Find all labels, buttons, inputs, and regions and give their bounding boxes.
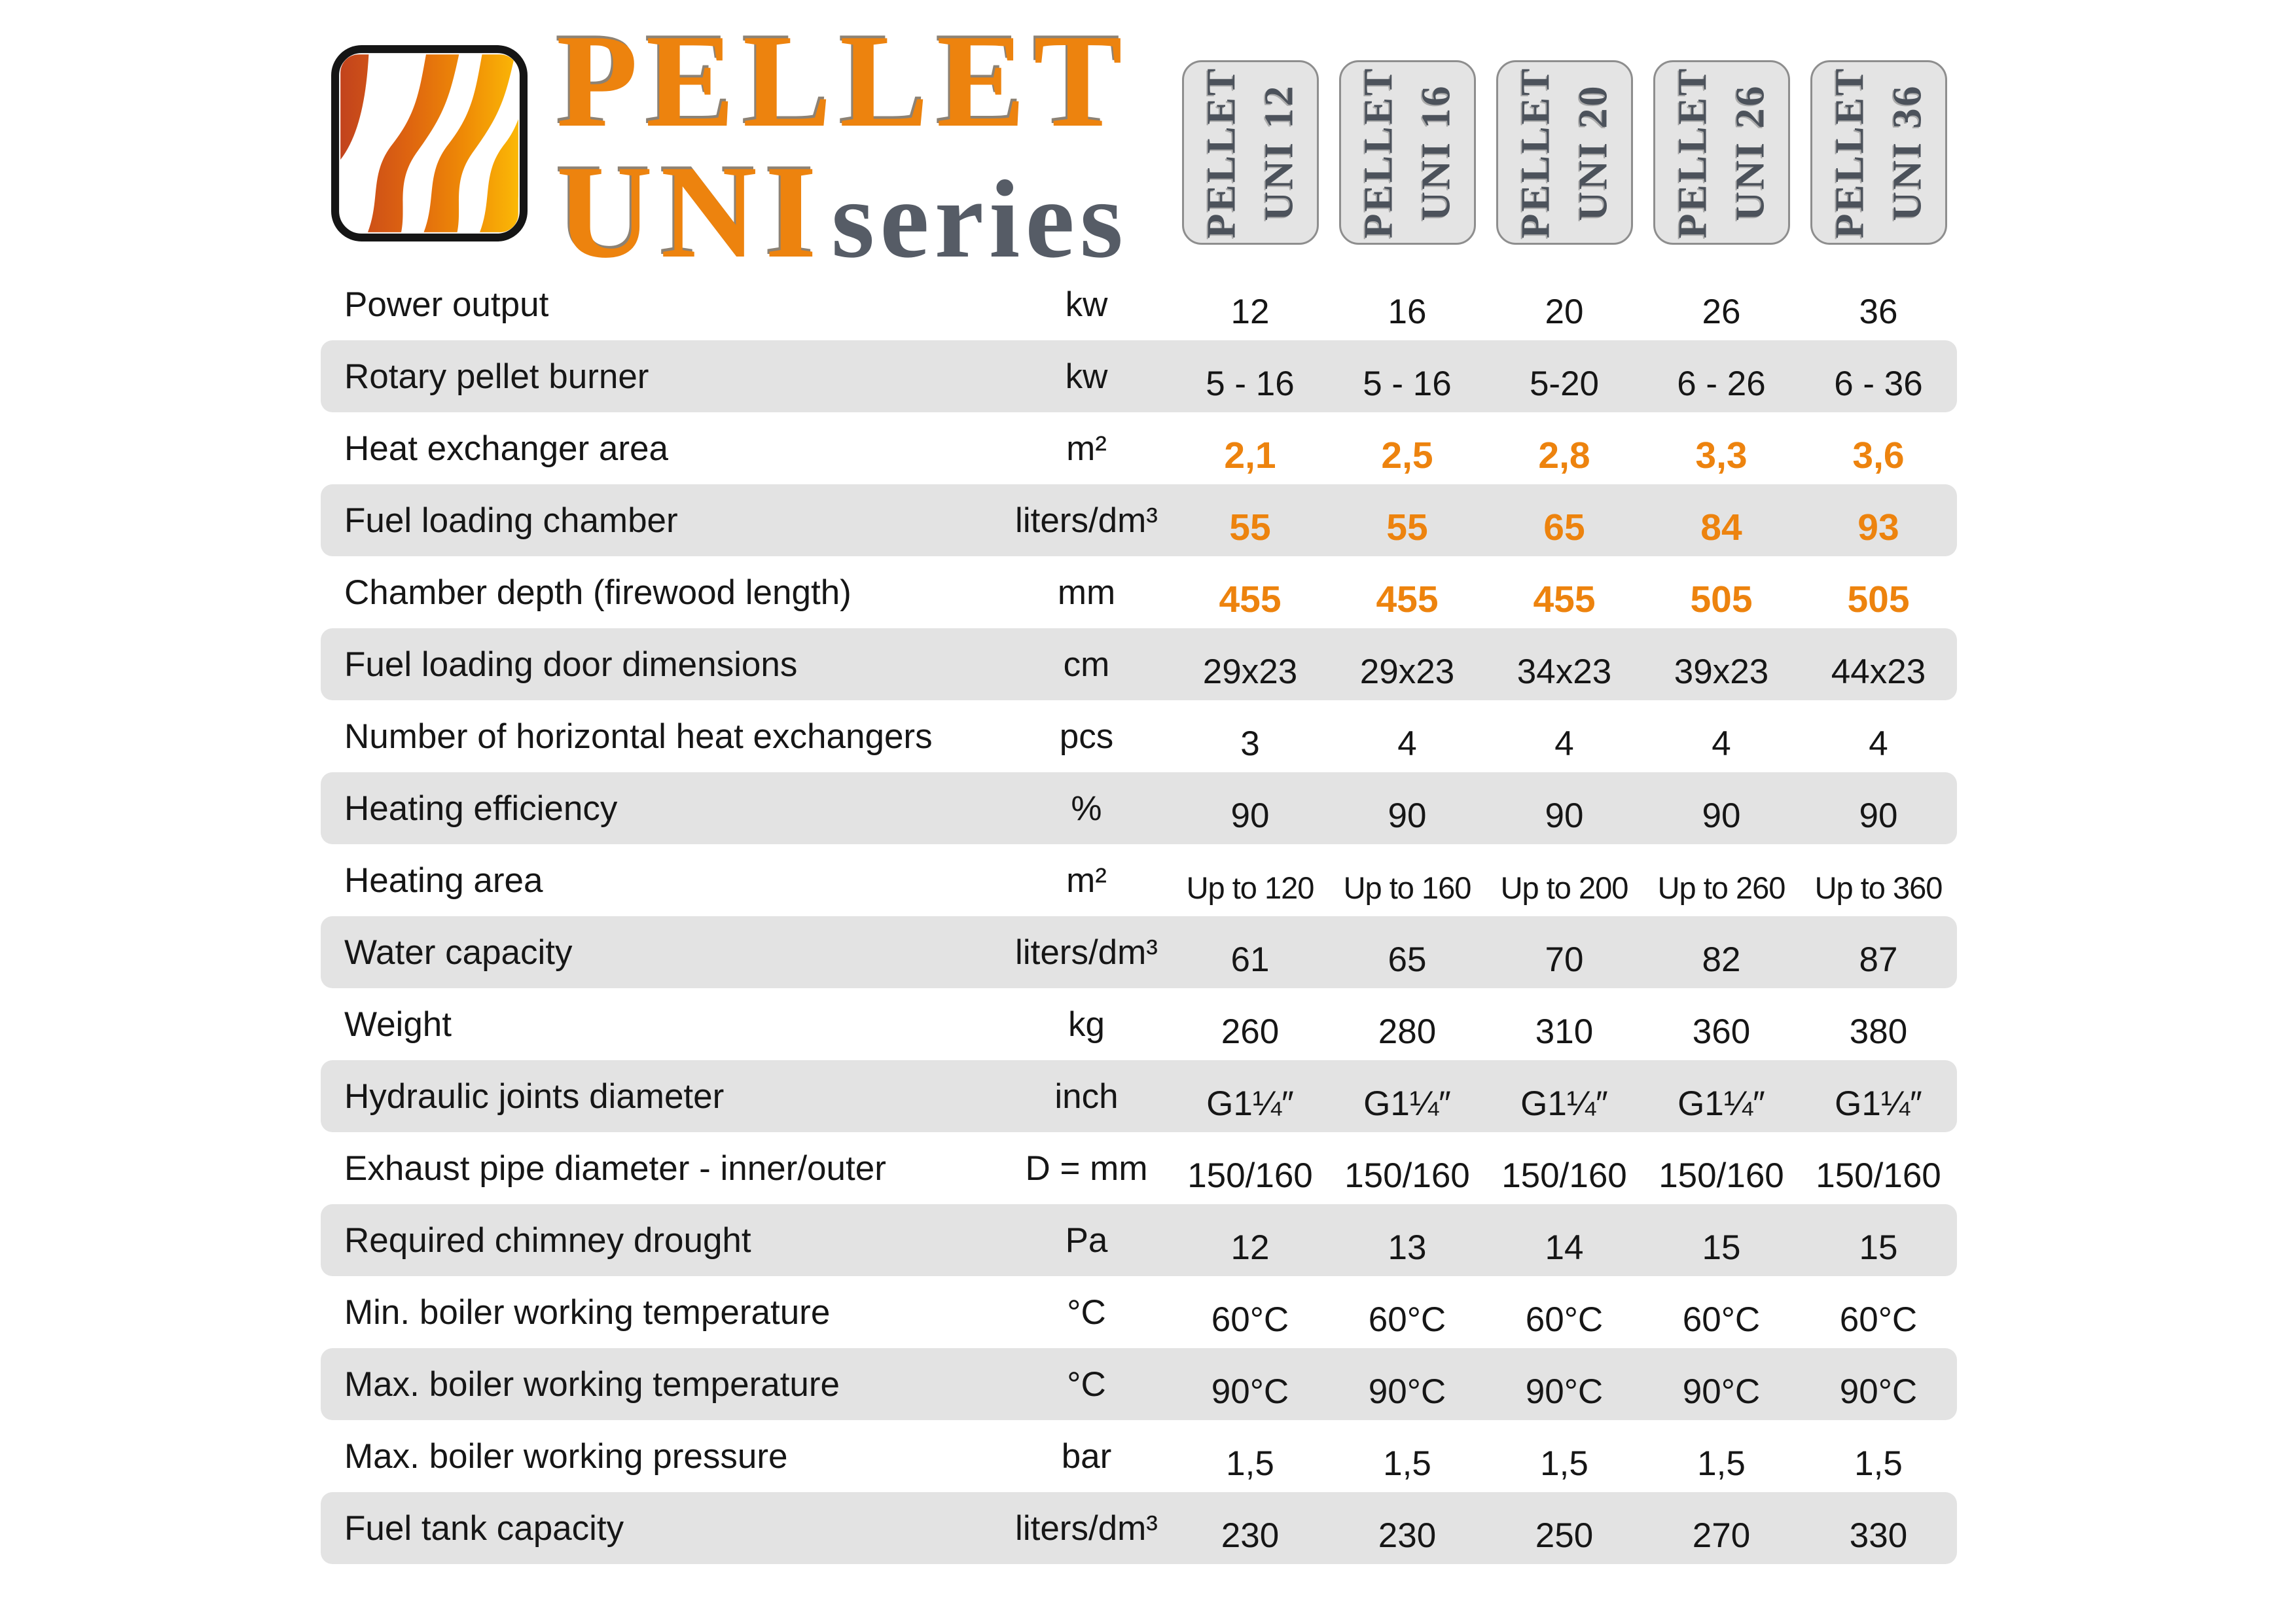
row-value: 5 - 16 [1363,364,1452,403]
row-label: Rotary pellet burner [344,357,649,396]
row-value: 70 [1545,940,1584,979]
row-value: 29x23 [1359,652,1455,691]
row-unit: liters/dm³ [1015,1508,1158,1548]
row-value: 14 [1545,1228,1584,1267]
row-value: G1¼″ [1835,1084,1922,1123]
row-label: Number of horizontal heat exchangers [344,717,933,756]
brand-word-uni: UNI [556,138,825,286]
row-value: 380 [1849,1012,1908,1051]
row-value: 55 [1386,507,1428,548]
flame-stripes-logo-icon [331,42,528,245]
row-value: 60°C [1368,1300,1446,1339]
row-unit: m² [1066,861,1107,900]
row-value: 93 [1857,507,1899,548]
row-label: Max. boiler working temperature [344,1364,840,1404]
row-unit: D = mm [1025,1149,1148,1188]
row-label: Hydraulic joints diameter [344,1077,725,1116]
spec-table [321,268,1957,1564]
row-value: 250 [1535,1516,1594,1555]
column-header-line1: PELLET [1199,66,1244,239]
row-value: 150/160 [1344,1156,1470,1195]
row-value: 87 [1859,940,1898,979]
column-header-line2: UNI 36 [1885,84,1930,221]
column-header-text [1821,67,1936,239]
row-value: 90 [1388,796,1427,835]
column-header-line1: PELLET [1513,66,1558,239]
row-unit: kw [1065,285,1108,324]
row-unit: °C [1067,1293,1106,1332]
row-value: 39x23 [1674,652,1769,691]
row-label: Fuel tank capacity [344,1508,624,1548]
row-value: 3,6 [1852,435,1905,476]
row-value: 455 [1219,579,1282,620]
row-value: 2,8 [1538,435,1590,476]
row-value: 34x23 [1516,652,1612,691]
row-value: 260 [1221,1012,1280,1051]
row-value: G1¼″ [1206,1084,1294,1123]
row-value: 1,5 [1540,1444,1588,1483]
row-value: 230 [1221,1516,1280,1555]
table-row [321,844,1957,916]
column-header-pellet-uni-12 [1182,60,1319,245]
row-unit: pcs [1059,717,1114,756]
row-unit: cm [1063,645,1110,684]
row-value: 90 [1702,796,1741,835]
row-label: Water capacity [344,933,573,972]
row-value: Up to 120 [1186,870,1314,905]
row-value: Up to 200 [1500,870,1628,905]
row-value: 90°C [1682,1372,1761,1411]
row-value: 13 [1388,1228,1427,1267]
brand-word-pellet: PELLET [556,7,1130,155]
row-value: 360 [1692,1012,1751,1051]
row-unit: °C [1067,1364,1106,1404]
row-value: 90°C [1839,1372,1918,1411]
row-value: 82 [1702,940,1741,979]
column-header-line2: UNI 12 [1257,84,1302,221]
table-row [321,700,1957,772]
row-value: 12 [1230,1228,1270,1267]
row-value: 455 [1533,579,1596,620]
row-value: 150/160 [1659,1156,1784,1195]
row-value: 65 [1543,507,1585,548]
row-value: 6 - 26 [1677,364,1766,403]
row-value: 90°C [1525,1372,1604,1411]
row-value: Up to 360 [1814,870,1943,905]
row-value: 5 - 16 [1206,364,1295,403]
row-value: 2,1 [1224,435,1276,476]
row-label: Fuel loading door dimensions [344,645,798,684]
row-value: 84 [1700,507,1742,548]
column-header-line1: PELLET [1670,66,1715,239]
row-value: Up to 260 [1657,870,1785,905]
column-header-pellet-uni-36 [1810,60,1947,245]
row-value: 4 [1712,724,1731,763]
row-value: 150/160 [1816,1156,1941,1195]
row-label: Weight [344,1005,452,1044]
column-header-pellet-uni-16 [1339,60,1476,245]
row-value: 90 [1545,796,1584,835]
row-value: 280 [1378,1012,1437,1051]
row-value: 4 [1554,724,1574,763]
row-unit: kg [1068,1005,1105,1044]
row-value: 26 [1702,292,1741,331]
row-value: 60°C [1211,1300,1289,1339]
row-value: 150/160 [1501,1156,1627,1195]
row-label: Power output [344,285,549,324]
row-value: 330 [1849,1516,1908,1555]
row-label: Chamber depth (firewood length) [344,573,852,612]
row-value: G1¼″ [1363,1084,1451,1123]
table-row [321,556,1957,628]
row-value: 44x23 [1831,652,1926,691]
row-unit: m² [1066,429,1107,468]
row-label: Heating efficiency [344,789,618,828]
row-value: 12 [1230,292,1270,331]
table-row [321,340,1957,412]
row-value: 16 [1388,292,1427,331]
column-header-line1: PELLET [1356,66,1401,239]
row-unit: liters/dm³ [1015,501,1158,540]
table-row [321,1204,1957,1276]
brand-title [556,7,1130,286]
table-row [321,916,1957,988]
row-value: 150/160 [1187,1156,1313,1195]
column-header-text [1350,67,1465,239]
row-value: 4 [1869,724,1888,763]
brand-word-series: series [831,158,1128,281]
table-row [321,988,1957,1060]
table-row [321,1348,1957,1420]
row-value: 60°C [1682,1300,1761,1339]
row-label: Heating area [344,861,543,900]
row-label: Fuel loading chamber [344,501,678,540]
table-row [321,1420,1957,1492]
row-value: 90°C [1211,1372,1289,1411]
row-value: 3 [1240,724,1260,763]
row-value: 505 [1690,579,1753,620]
row-value: 1,5 [1854,1444,1903,1483]
table-row [321,1132,1957,1204]
table-row [321,1276,1957,1348]
row-value: 5-20 [1529,364,1600,403]
column-header-pellet-uni-20 [1496,60,1633,245]
column-header-text [1507,67,1622,239]
row-label: Heat exchanger area [344,429,668,468]
column-header-text [1193,67,1308,239]
row-value: 230 [1378,1516,1437,1555]
row-value: 29x23 [1202,652,1298,691]
row-value: 455 [1376,579,1439,620]
row-value: G1¼″ [1520,1084,1608,1123]
row-value: 15 [1859,1228,1898,1267]
brand-logo [331,42,528,245]
row-unit: Pa [1065,1221,1108,1260]
column-header-line2: UNI 26 [1728,84,1773,221]
row-unit: % [1071,789,1102,828]
column-header-line2: UNI 20 [1571,84,1616,221]
row-value: 2,5 [1381,435,1433,476]
row-unit: inch [1054,1077,1119,1116]
row-value: 55 [1229,507,1271,548]
table-row [321,484,1957,556]
table-row [321,1060,1957,1132]
column-header-text [1664,67,1779,239]
column-header-pellet-uni-26 [1653,60,1790,245]
row-value: 65 [1388,940,1427,979]
row-value: 4 [1397,724,1417,763]
row-unit: kw [1065,357,1108,396]
table-row [321,628,1957,700]
column-header-line2: UNI 16 [1414,84,1459,221]
row-label: Required chimney drought [344,1221,751,1260]
row-value: 505 [1847,579,1910,620]
row-label: Exhaust pipe diameter - inner/outer [344,1149,886,1188]
row-label: Min. boiler working temperature [344,1293,831,1332]
row-value: 270 [1692,1516,1751,1555]
row-value: Up to 160 [1343,870,1471,905]
table-row [321,772,1957,844]
row-unit: bar [1061,1436,1112,1476]
row-value: 90 [1859,796,1898,835]
row-value: 1,5 [1226,1444,1274,1483]
row-unit: mm [1057,573,1116,612]
table-row [321,268,1957,340]
row-value: 90 [1230,796,1270,835]
row-value: 90°C [1368,1372,1446,1411]
row-value: 310 [1535,1012,1594,1051]
row-value: 15 [1702,1228,1741,1267]
table-row [321,412,1957,484]
row-value: 60°C [1525,1300,1604,1339]
row-value: 1,5 [1697,1444,1746,1483]
row-value: 60°C [1839,1300,1918,1339]
row-value: 1,5 [1383,1444,1431,1483]
row-unit: liters/dm³ [1015,933,1158,972]
row-value: 6 - 36 [1834,364,1923,403]
row-value: 61 [1230,940,1270,979]
row-label: Max. boiler working pressure [344,1436,788,1476]
row-value: 36 [1859,292,1898,331]
row-value: 3,3 [1695,435,1748,476]
row-value: G1¼″ [1677,1084,1765,1123]
row-value: 20 [1545,292,1584,331]
table-row [321,1492,1957,1564]
column-header-line1: PELLET [1827,66,1873,239]
